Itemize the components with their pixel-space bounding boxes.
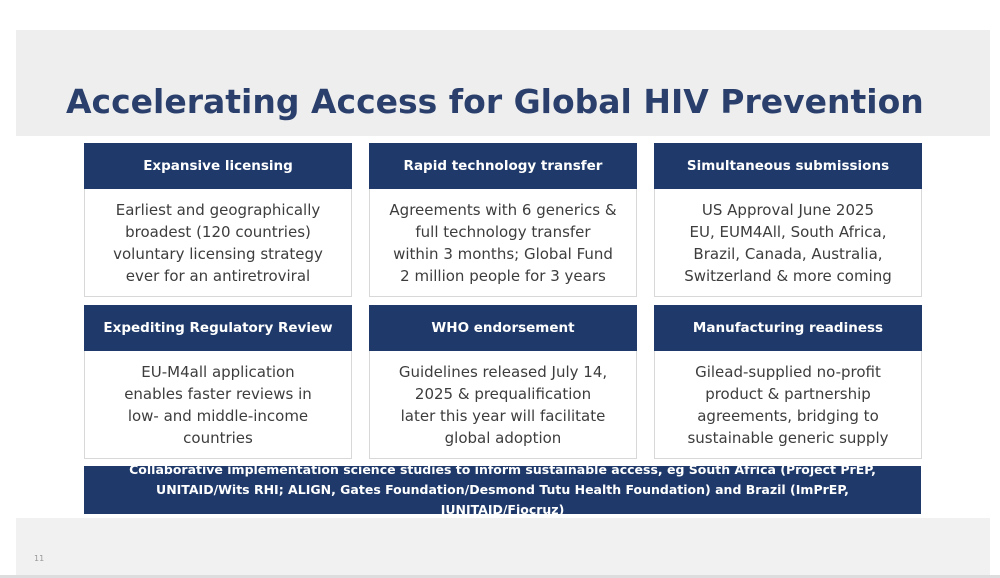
card-expansive-licensing [84, 143, 352, 297]
card-rapid-technology-transfer [369, 143, 637, 297]
card-heading: Manufacturing readiness [654, 305, 922, 351]
card-body: US Approval June 2025 EU, EUM4All, South Africa, Brazil, Canada, Australia, Switzerland & more coming [654, 189, 922, 297]
card-heading: Expediting Regulatory Review [84, 305, 352, 351]
card-manufacturing-readiness [654, 305, 922, 459]
card-body: Gilead-supplied no-profit product & partnership agreements, bridging to sustainable generic supply [654, 351, 922, 459]
page-number: 11 [34, 554, 45, 563]
card-heading: Expansive licensing [84, 143, 352, 189]
card-simultaneous-submissions [654, 143, 922, 297]
slide-title: Accelerating Access for Global HIV Prevention [66, 82, 924, 121]
card-who-endorsement [369, 305, 637, 459]
card-expediting-regulatory-review [84, 305, 352, 459]
card-body: EU-M4all application enables faster reviews in low- and middle-income countries [84, 351, 352, 459]
card-body: Guidelines released July 14, 2025 & prequalification later this year will facilitate global adoption [369, 351, 637, 459]
card-body: Agreements with 6 generics & full technology transfer within 3 months; Global Fund 2 million people for 3 years [369, 189, 637, 297]
card-heading: Simultaneous submissions [654, 143, 922, 189]
title-band [16, 30, 990, 136]
implementation-science-banner: Collaborative implementation science studies to inform sustainable access, eg South Africa (Project PrEP, UNITAID/Wits RHI; ALIGN, Gates Foundation/Desmond Tutu Health Foundation) and Brazil (ImPrEP, IUNITAID/Fiocruz) [84, 466, 921, 514]
top-strip [0, 0, 1000, 30]
card-heading: Rapid technology transfer [369, 143, 637, 189]
card-heading: WHO endorsement [369, 305, 637, 351]
card-body: Earliest and geographically broadest (120 countries) voluntary licensing strategy ever for an antiretroviral [84, 189, 352, 297]
